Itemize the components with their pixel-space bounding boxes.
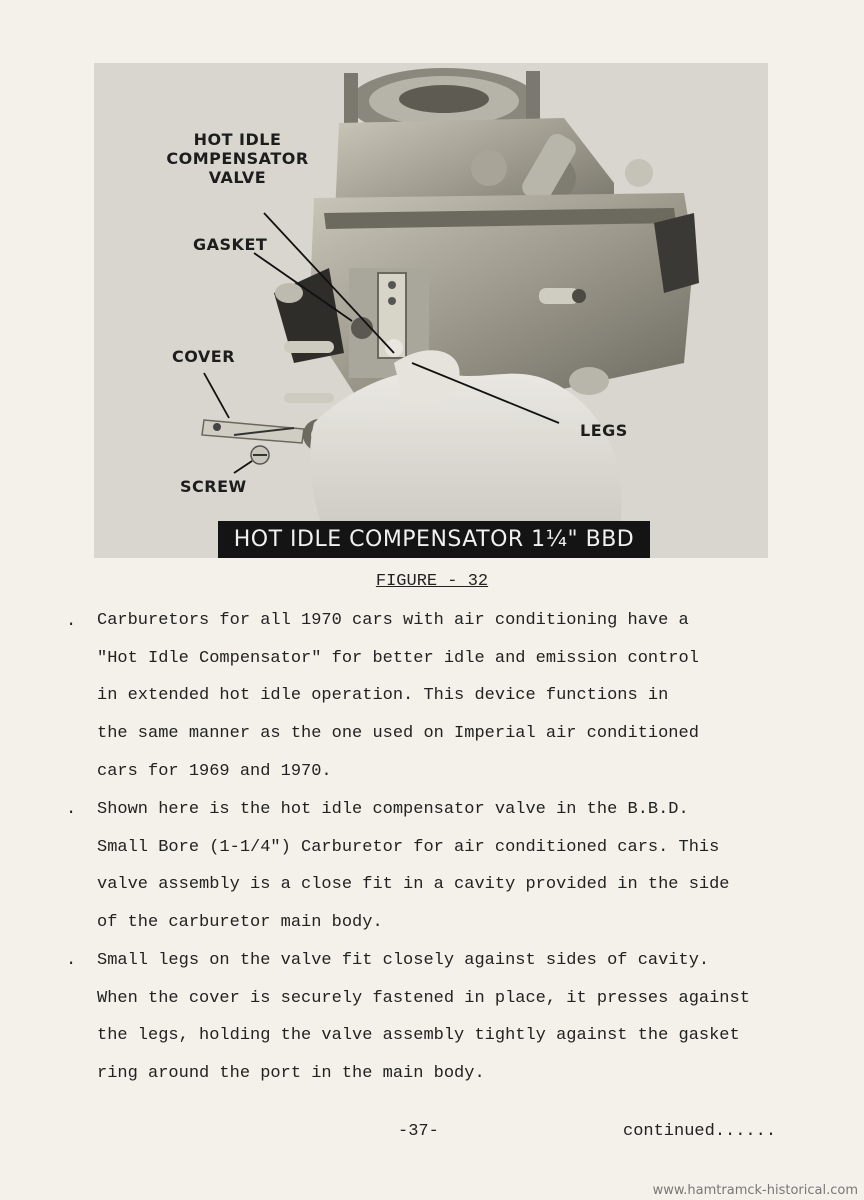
callout-hot-idle-compensator-valve — [150, 130, 325, 187]
paragraph-line: the legs, holding the valve assembly tightly against the gasket — [97, 1026, 740, 1046]
paragraph-line: Small legs on the valve fit closely against sides of cavity. — [97, 951, 710, 970]
paragraph-3 — [97, 942, 827, 1093]
bullet-2: . — [66, 800, 77, 819]
paragraph-line: Small Bore (1-1/4") Carburetor for air conditioned cars. This — [97, 837, 720, 857]
paragraph-line: cars for 1969 and 1970. — [97, 761, 332, 781]
figure-banner: HOT IDLE COMPENSATOR 1¼" BBD — [218, 521, 650, 558]
paragraph-line: "Hot Idle Compensator" for better idle and emission control — [97, 648, 699, 668]
page-number: -37- — [398, 1122, 439, 1141]
figure-caption: FIGURE - 32 — [375, 572, 489, 591]
callout-valve-line2: COMPENSATOR — [166, 149, 309, 168]
callout-valve-line3: VALVE — [208, 168, 267, 187]
callout-cover: COVER — [172, 347, 236, 366]
bullet-1: . — [66, 612, 77, 631]
callout-valve-line1: HOT IDLE — [193, 130, 282, 149]
callout-legs: LEGS — [580, 421, 628, 440]
paragraph-line: of the carburetor main body. — [97, 913, 383, 933]
paragraph-2 — [97, 791, 827, 942]
bullet-3: . — [66, 951, 77, 970]
paragraph-line: When the cover is securely fastened in place, it presses against — [97, 988, 750, 1008]
callout-screw: SCREW — [180, 477, 247, 496]
paragraph-line: ring around the port in the main body. — [97, 1064, 485, 1084]
watermark: www.hamtramck-historical.com — [652, 1183, 858, 1198]
paragraph-1 — [97, 602, 827, 791]
paragraph-line: in extended hot idle operation. This device functions in — [97, 686, 669, 706]
paragraph-line: the same manner as the one used on Imperial air conditioned — [97, 724, 699, 744]
paragraph-line: Carburetors for all 1970 cars with air conditioning have a — [97, 611, 689, 630]
continued-text: continued...... — [623, 1122, 777, 1141]
paragraph-line: Shown here is the hot idle compensator valve in the B.B.D. — [97, 800, 689, 819]
paragraph-line: valve assembly is a close fit in a cavity provided in the side — [97, 875, 730, 895]
callout-gasket: GASKET — [193, 235, 268, 254]
